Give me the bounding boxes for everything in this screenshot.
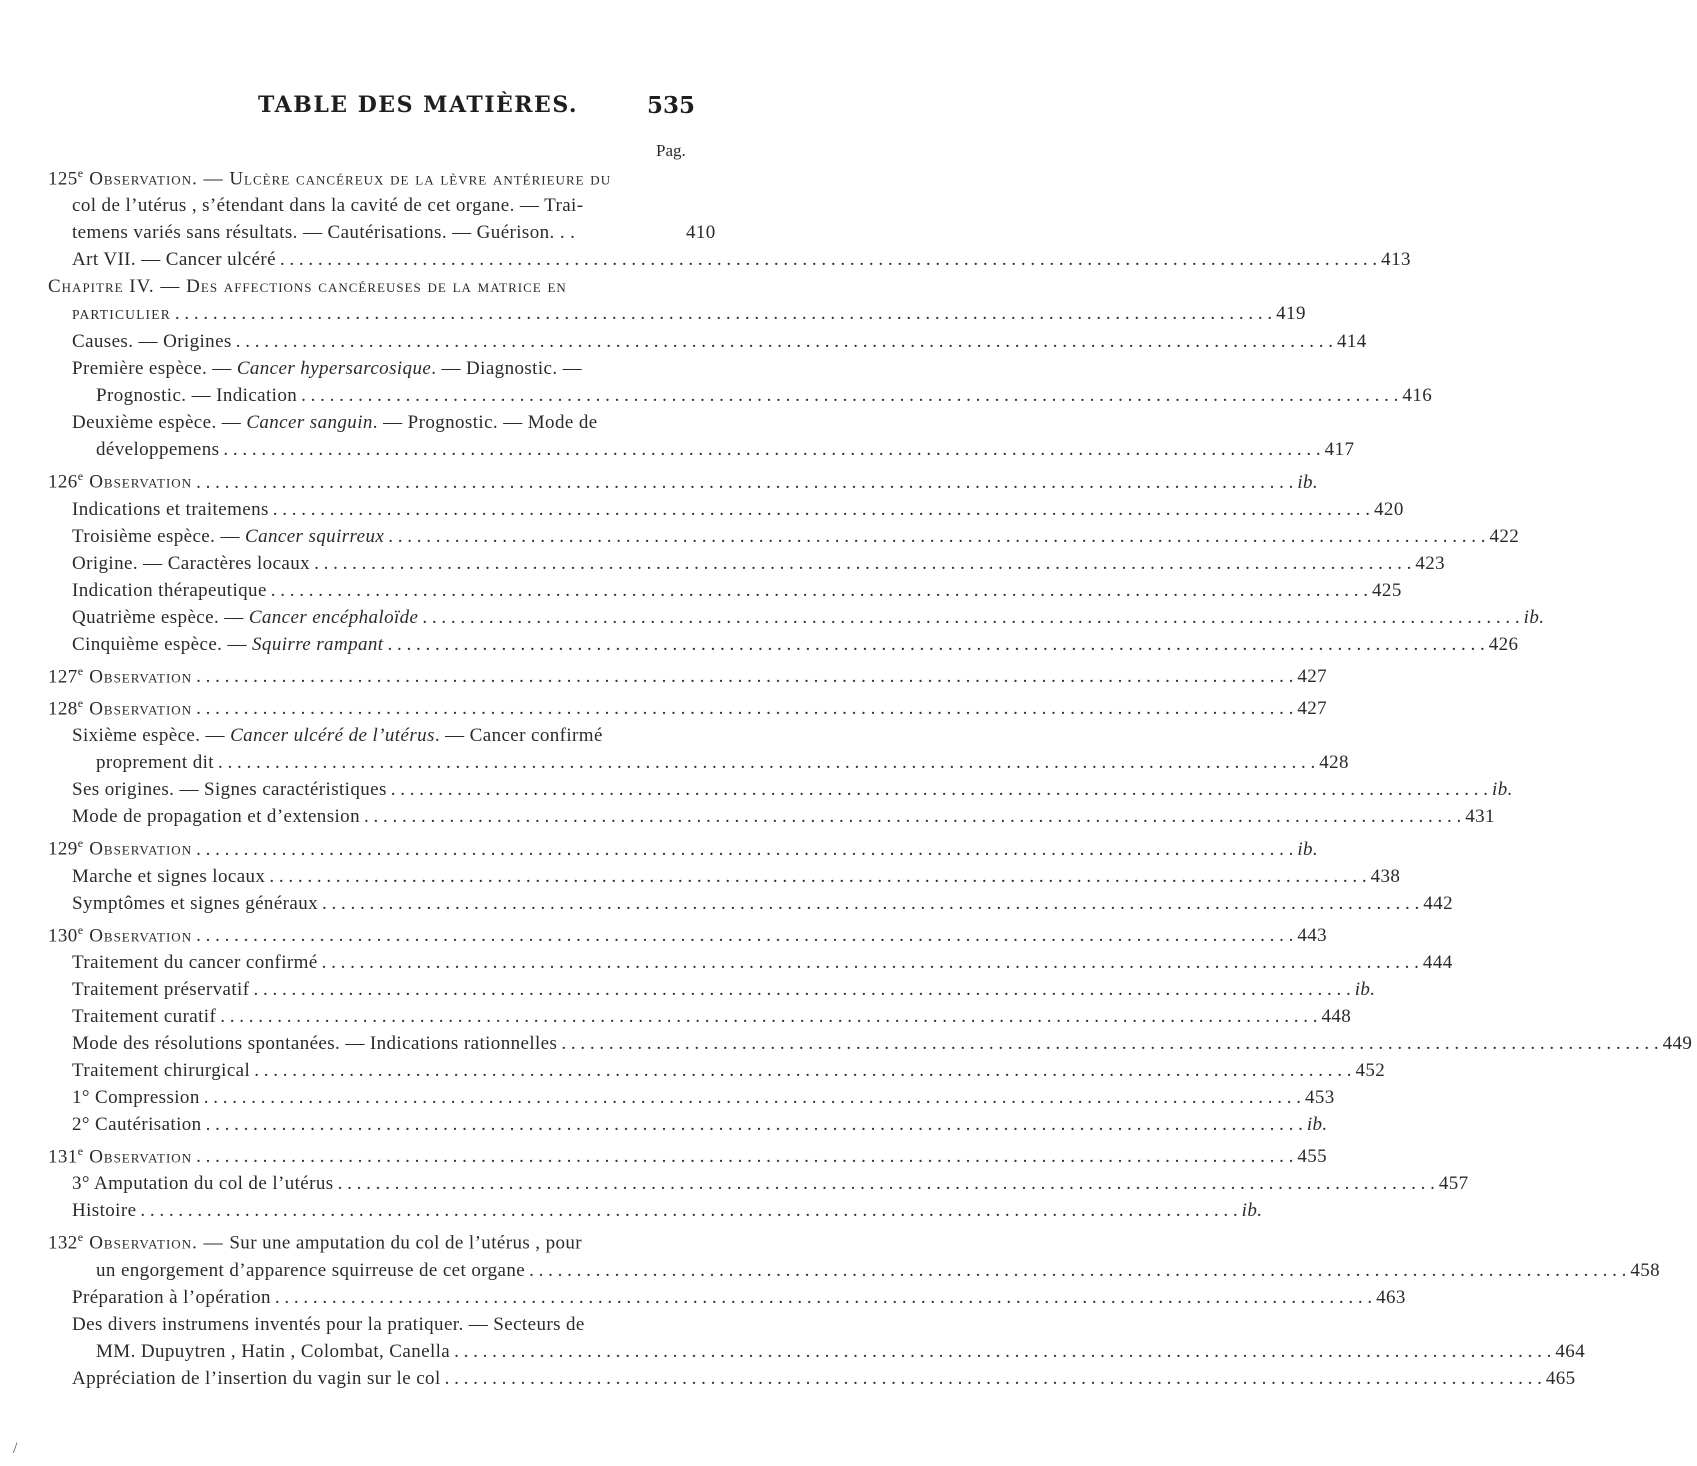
dot-leader [175,300,1272,327]
toc-entry-part: Cancer squirreux [245,525,385,547]
toc-entry-text [96,749,214,776]
dot-leader [196,1143,1293,1170]
toc-entry-text [72,890,318,917]
toc-entry-part: Cancer hypersarcosique [236,358,432,380]
toc-entry-text [72,300,171,328]
toc-entry [48,1111,1328,1138]
toc-entry-part: Prognostic. — Indication [96,385,298,407]
toc-entry-text [48,1224,582,1256]
toc-entry [48,1138,1328,1170]
toc-entry-text [72,1030,557,1057]
dot-leader [206,1111,1303,1138]
toc-entry-text [72,577,267,604]
toc-entry-part: e [77,663,84,678]
toc-entry [48,917,1328,949]
toc-entry-part: proprement dit [96,752,214,774]
toc-entry [48,328,1367,355]
toc-entry-text [72,803,360,830]
dot-leader [271,577,1368,604]
toc-entry-part: Symptômes et signes généraux [72,892,319,914]
toc-entry-text [72,550,310,577]
dot-leader [322,949,1419,976]
toc-entry [48,577,1402,604]
toc-entry-text [72,863,265,890]
toc-entry [48,300,1306,328]
toc-entry-part: 131 [48,1146,78,1168]
toc-entry [48,863,1401,890]
page-column-label: Pag. [656,141,686,160]
toc-page-number: 414 [1336,331,1367,353]
toc-entry-part: Marche et signes locaux [72,865,266,887]
toc-entry [48,976,1376,1003]
toc-entry-part: 126 [48,471,78,493]
toc-page-number: ib. [1306,1113,1328,1135]
toc-entry [48,776,1513,803]
toc-entry-text [72,1311,585,1338]
dot-leader [254,1057,1351,1084]
dot-leader [269,863,1366,890]
running-header [0,92,800,126]
toc-page-number: ib. [1523,606,1545,628]
toc-entry [48,803,1495,830]
toc-entry-part: 2° Cautérisation [72,1113,202,1135]
toc-entry [48,436,1355,463]
toc-entry [48,463,1319,495]
toc-entry-part: Observation. — Ulcère cancéreux de la lèvre antérieure du [83,168,612,190]
toc-page-number: 428 [1319,752,1349,774]
dot-leader [322,890,1419,917]
toc-entry-text [48,273,567,300]
toc-entry-part: Première espèce. — [72,358,237,380]
toc-entry-text [72,1084,200,1111]
toc-entry-part: e [77,1230,84,1245]
toc-page-number: 443 [1297,924,1328,946]
toc-page-number: 463 [1376,1286,1406,1308]
toc-entry-text [72,409,598,436]
header-page-number: 535 [647,92,696,119]
toc-entry-part: Traitement du cancer confirmé [72,951,318,973]
dot-leader [280,246,1377,273]
toc-page-number: 413 [1381,249,1411,271]
toc-entry-text [48,917,192,949]
toc-page-number: 438 [1370,865,1401,887]
toc-page-number: 427 [1297,665,1328,687]
toc-entry-part: e [77,922,84,937]
toc-entry-part: Observation [83,665,193,687]
toc-entry-text [72,355,582,382]
toc-entry-part: Histoire [72,1200,137,1222]
toc-entry-text [72,1365,441,1392]
toc-entry-part: Sur une amputation du col de l’utérus , pour [229,1232,583,1254]
toc-entry-part: Observation. — [83,1232,230,1254]
toc-entry-text [72,949,318,976]
dot-leader [196,836,1293,863]
toc-entry-part: 130 [48,924,78,946]
toc-entry-text [72,1170,334,1197]
toc-entry-part: e [77,166,84,180]
toc-entry-part: . — Prognostic. — Mode de [372,412,598,434]
toc-entry-part: Appréciation de l’insertion du vagin sur le col [72,1367,441,1389]
toc-page-number: 465 [1545,1367,1576,1389]
dot-leader [275,1284,1372,1311]
toc-entry-part: Des divers instrumens inventés pour la pratiquer. — Secteurs de [72,1313,585,1335]
dot-leader [196,469,1293,496]
table-of-contents [48,160,1693,1392]
toc-page-number: 464 [1555,1340,1586,1362]
toc-entry-text [72,523,384,550]
toc-entry-part: e [77,1143,84,1158]
toc-entry [48,1084,1335,1111]
toc-entry-part: Quatrième espèce. — [72,606,249,628]
toc-page-number: 410 [686,222,716,244]
toc-entry [48,160,720,192]
toc-entry-part: Cancer encéphaloïde [248,606,419,628]
toc-entry-text [72,219,575,246]
toc-entry-part: Sixième espèce. — [72,725,231,747]
toc-page-number: 427 [1297,698,1328,720]
toc-entry-text [72,631,383,658]
toc-page-number: 453 [1304,1086,1335,1108]
toc-page-number: ib. [1241,1200,1263,1222]
toc-entry-part: Observation [83,924,193,946]
toc-page-number: ib. [1492,779,1513,801]
toc-entry-text [96,1257,525,1284]
toc-page-number: 458 [1630,1259,1661,1281]
toc-entry-text [72,246,276,273]
toc-entry-part: Observation [83,471,193,493]
toc-entry-part: 1° Compression [72,1086,200,1108]
toc-entry [48,658,1328,690]
toc-entry-part: PARTICULIER [72,307,171,323]
toc-entry-text [72,1197,136,1224]
toc-page-number: 419 [1276,303,1306,325]
toc-entry [48,690,1328,722]
toc-entry-part: 129 [48,838,78,860]
toc-entry-text [48,690,192,722]
dot-leader [140,1197,1237,1224]
toc-entry-text [72,976,249,1003]
toc-entry-part: col de l’utérus , s’étendant dans la cavité de cet organe. — Trai- [72,195,584,217]
toc-entry [48,631,1519,658]
toc-page-number: 420 [1374,498,1404,520]
toc-page-number: 442 [1423,892,1453,914]
toc-entry-text [48,658,192,690]
dot-leader [236,328,1333,355]
toc-entry [48,890,1453,917]
toc-entry [48,722,720,749]
toc-entry-part: Causes. — Origines [72,331,232,353]
toc-page-number: 425 [1372,579,1402,601]
toc-entry-text [96,382,297,409]
toc-entry-text [72,328,232,355]
toc-page-number: 452 [1355,1059,1386,1081]
dot-leader [301,382,1398,409]
dot-leader [387,631,1484,658]
toc-page-number: 455 [1297,1146,1328,1168]
toc-page-number: 422 [1489,525,1520,547]
toc-entry-text [72,776,387,803]
dot-leader [314,550,1411,577]
toc-entry [48,1030,1693,1057]
toc-entry-part: 128 [48,698,78,720]
dot-leader [220,1003,1317,1030]
toc-entry-part: . — Cancer confirmé [434,725,603,747]
toc-page-number: ib. [1354,978,1376,1000]
header-title: TABLE DES MATIÈRES. [258,92,579,118]
toc-entry-part: Troisième espèce. — [72,525,245,547]
dot-leader [223,436,1320,463]
toc-entry-part: e [77,695,84,710]
toc-entry-part: Préparation à l’opération [72,1286,271,1308]
toc-entry-part: 125 [48,168,78,190]
toc-entry [48,1197,1263,1224]
toc-entry-part: Ses origines. — Signes caractéristiques [72,779,387,801]
toc-entry-part: Chapitre IV. — Des affections cancéreuses de la matrice en [48,276,567,298]
toc-entry-text [48,463,192,495]
toc-entry-part: e [77,836,84,851]
toc-entry-part: MM. Dupuytren , Hatin , Colombat, Canella [96,1340,451,1362]
dot-leader [364,803,1461,830]
toc-entry [48,246,1411,273]
toc-entry [48,1257,1661,1284]
toc-entry-part: temens variés sans résultats. — Cautérisations. — Guérison. . . [72,222,576,244]
toc-entry-part: un engorgement d’apparence squirreuse de cet organe [96,1259,526,1281]
toc-entry [48,1338,1586,1365]
toc-entry [48,1365,1576,1392]
dot-leader [454,1338,1551,1365]
toc-entry-part: 127 [48,665,78,687]
toc-entry-part: développemens [96,439,220,461]
toc-page-number: 444 [1422,951,1453,973]
toc-entry-text [96,1338,450,1365]
toc-page-number: 431 [1465,806,1495,828]
toc-entry [48,550,1446,577]
toc-entry-part: Observation [83,1146,193,1168]
dot-leader [196,663,1293,690]
toc-page-number: 423 [1415,552,1446,574]
toc-entry [48,604,1545,631]
toc-entry-text [72,496,269,523]
stray-mark: / [13,1440,18,1457]
toc-entry-text [96,436,219,463]
toc-entry-text [48,1138,192,1170]
toc-entry [48,523,1520,550]
toc-entry-part: . — Diagnostic. — [431,358,583,380]
toc-entry-part: Traitement chirurgical [72,1059,251,1081]
toc-entry [48,219,720,246]
toc-page-number: 426 [1488,633,1519,655]
toc-entry-part: Deuxième espèce. — [72,412,247,434]
toc-entry [48,949,1453,976]
dot-leader [196,695,1293,722]
toc-entry-part: Traitement préservatif [72,978,250,1000]
toc-entry [48,1224,720,1256]
dot-leader [529,1257,1626,1284]
dot-leader [388,523,1485,550]
toc-page-number: 449 [1662,1032,1693,1054]
dot-leader [218,749,1315,776]
toc-entry [48,496,1404,523]
toc-entry-text [48,160,611,192]
toc-entry [48,273,720,300]
toc-entry [48,1170,1469,1197]
toc-entry [48,1284,1406,1311]
toc-page-number: ib. [1297,838,1319,860]
toc-entry-part: Cinquième espèce. — [72,633,253,655]
toc-page-number: ib. [1297,471,1319,493]
toc-entry-part: Cancer ulcéré de l’utérus [230,725,435,747]
dot-leader [391,776,1488,803]
toc-entry-part: Indications et traitemens [72,498,269,520]
dot-leader [422,604,1519,631]
toc-entry-part: Mode de propagation et d’extension [72,806,360,828]
dot-leader [561,1030,1658,1057]
toc-entry [48,1003,1352,1030]
toc-entry-part: Indication thérapeutique [72,579,267,601]
toc-entry [48,1311,720,1338]
toc-entry-part: Squirre rampant [252,633,384,655]
toc-entry [48,1057,1386,1084]
toc-page-number: 416 [1402,385,1433,407]
toc-entry-text [72,1111,202,1138]
toc-entry-part: Origine. — Caractères locaux [72,552,311,574]
toc-entry [48,830,1319,862]
dot-leader [445,1365,1542,1392]
toc-entry-text [48,830,192,862]
toc-page-number: 417 [1324,439,1355,461]
toc-entry-text [72,722,603,749]
toc-entry-part: Mode des résolutions spontanées. — Indications rationnelles [72,1032,558,1054]
toc-entry-part: Traitement curatif [72,1005,217,1027]
dot-leader [204,1084,1301,1111]
toc-page-number: 457 [1438,1173,1469,1195]
toc-page-number: 448 [1321,1005,1352,1027]
dot-leader [196,922,1293,949]
toc-entry [48,192,720,219]
toc-entry [48,749,1349,776]
toc-entry-text [72,604,418,631]
toc-entry-part: Observation [83,838,193,860]
dot-leader [253,976,1350,1003]
toc-entry-part: 132 [48,1232,78,1254]
toc-entry-part: Observation [83,698,193,720]
toc-entry-text [72,1003,216,1030]
toc-entry [48,355,720,382]
toc-entry [48,382,1433,409]
toc-entry-text [72,1284,271,1311]
toc-entry-part: 3° Amputation du col de l’utérus [72,1173,334,1195]
toc-entry [48,409,720,436]
toc-entry-text [72,192,583,219]
dot-leader [338,1170,1435,1197]
toc-entry-part: e [77,469,84,484]
toc-entry-part: Art VII. — Cancer ulcéré [72,249,276,271]
toc-entry-text [72,1057,250,1084]
toc-entry-part: Cancer sanguin [246,412,373,434]
dot-leader [273,496,1370,523]
